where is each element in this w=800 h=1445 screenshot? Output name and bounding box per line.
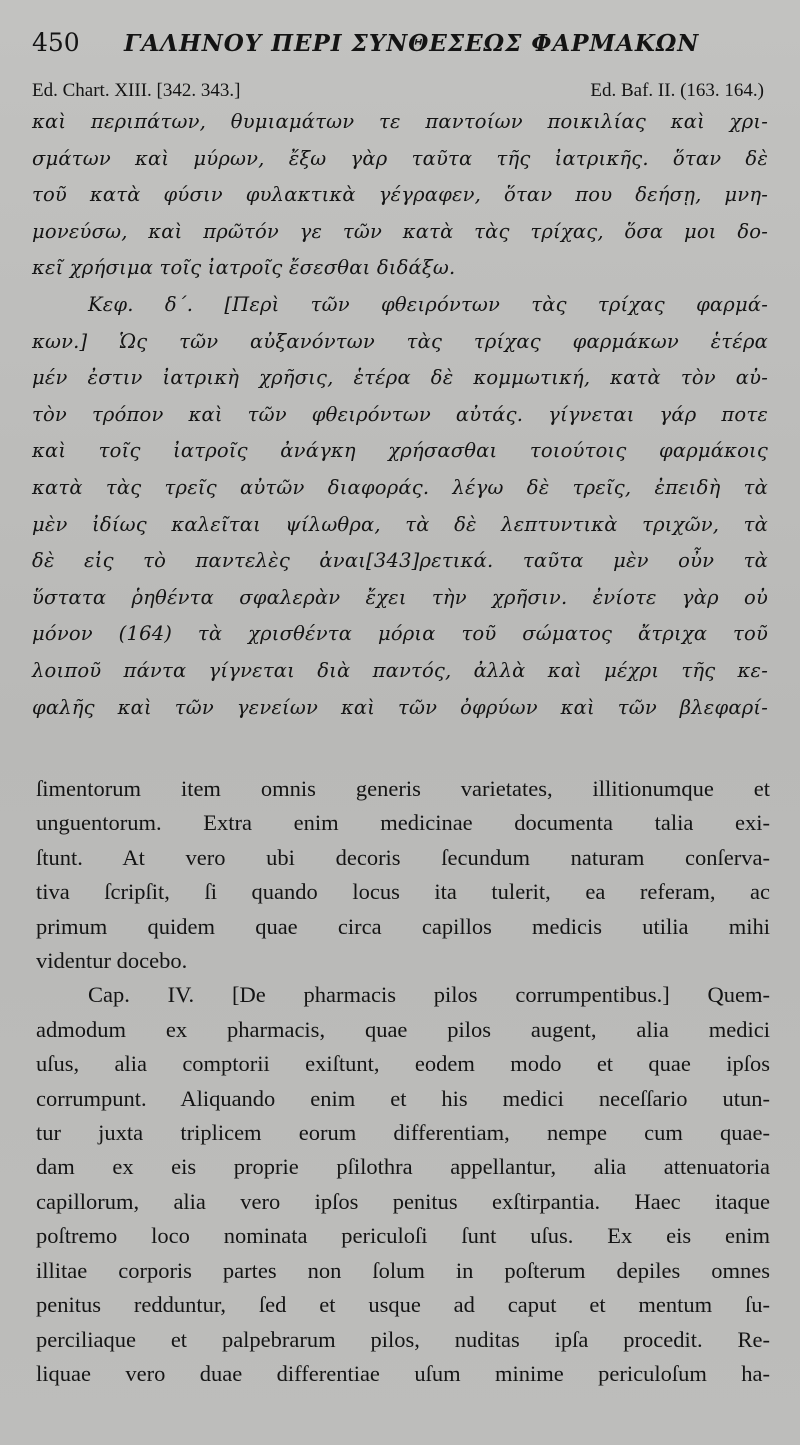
greek-line: μὲν ἰδίως καλεῖται ψίλωθρα, τὰ δὲ λεπτυντικὰ τριχῶν, τὰ bbox=[32, 512, 768, 536]
greek-line: μόνον (164) τὰ χρισθέντα μόρια τοῦ σώματος ἄτριχα τοῦ bbox=[32, 622, 768, 646]
greek-line: τὸν τρόπον καὶ τῶν φθειρόντων αὐτάς. γίγνεται γάρ ποτε bbox=[32, 402, 768, 426]
edition-line bbox=[32, 80, 764, 102]
latin-line: poſtremo loco nominata periculoſi ſunt uſus. Ex eis enim bbox=[36, 1223, 770, 1249]
latin-line: illitae corporis partes non ſolum in poſterum depiles omnes bbox=[36, 1257, 770, 1283]
latin-line: liquae vero duae differentiae uſum minime periculoſum ha- bbox=[36, 1360, 770, 1386]
greek-line: κατὰ τὰς τρεῖς αὐτῶν διαφοράς. λέγω δὲ τρεῖς, ἐπειδὴ τὰ bbox=[32, 475, 768, 499]
greek-text-block bbox=[32, 104, 768, 726]
greek-line: κων.] Ὡς τῶν αὐξανόντων τὰς τρίχας φαρμάκων ἑτέρα bbox=[32, 329, 768, 353]
latin-text-block bbox=[36, 772, 770, 1391]
latin-line: admodum ex pharmacis, quae pilos augent, alia medici bbox=[36, 1016, 770, 1042]
greek-line: μέν ἐστιν ἰατρικὴ χρῆσις, ἑτέρα δὲ κομμωτική, κατὰ τὸν αὐ- bbox=[32, 366, 768, 390]
latin-chapter-heading: Cap. IV. [De pharmacis pilos corrumpentibus.] Quem- bbox=[88, 982, 770, 1008]
latin-line: ſimentorum item omnis generis varietates, illitionumque et bbox=[36, 776, 770, 801]
latin-line: tur juxta triplicem eorum differentiam, nempe cum quae- bbox=[36, 1120, 770, 1146]
latin-line: dam ex eis proprie pſilothra appellantur, alia attenuatoria bbox=[36, 1154, 770, 1180]
greek-line: τοῦ κατὰ φύσιν φυλακτικὰ γέγραφεν, ὅταν που δεήσῃ, μνη- bbox=[32, 183, 768, 207]
latin-line: corrumpunt. Aliquando enim et his medici neceſſario utun- bbox=[36, 1085, 770, 1111]
greek-line: λοιποῦ πάντα γίγνεται διὰ παντός, ἀλλὰ καὶ μέχρι τῆς κε- bbox=[32, 658, 768, 682]
latin-line: unguentorum. Extra enim medicinae documenta talia exi- bbox=[36, 810, 770, 836]
greek-line: καὶ περιπάτων, θυμιαμάτων τε παντοίων ποικιλίας καὶ χρι- bbox=[32, 110, 768, 133]
latin-line: primum quidem quae circa capillos medicis utilia mihi bbox=[36, 913, 770, 939]
running-title: ΓΑΛΗΝΟΥ ΠΕΡΙ ΣΥΝΘΕΣΕΩΣ ΦΑΡΜΑΚΩΝ bbox=[124, 30, 700, 57]
latin-line: videntur docebo. bbox=[36, 948, 188, 974]
greek-line: δὲ εἰς τὸ παντελὲς ἀναι[343]ρετικά. ταῦτα μὲν οὖν τὰ bbox=[32, 549, 768, 573]
page-number: 450 bbox=[32, 28, 80, 57]
latin-line: uſus, alia comptorii exiſtunt, eodem modo et quae ipſos bbox=[36, 1051, 770, 1077]
greek-chapter-heading: Κεφ. δ΄. [Περὶ τῶν φθειρόντων τὰς τρίχας φαρμά- bbox=[88, 292, 768, 316]
greek-line: σμάτων καὶ μύρων, ἔξω γὰρ ταῦτα τῆς ἰατρικῆς. ὅταν δὲ bbox=[32, 146, 768, 170]
edition-chartier: Ed. Chart. XIII. [342. 343.] bbox=[32, 80, 241, 101]
page-header bbox=[32, 28, 770, 57]
greek-line: φαλῆς καὶ τῶν γενείων καὶ τῶν ὀφρύων καὶ τῶν βλεφαρί- bbox=[32, 695, 768, 719]
greek-line: καὶ τοῖς ἰατροῖς ἀνάγκη χρήσασθαι τοιούτοις φαρμάκοις bbox=[32, 439, 768, 463]
greek-line: κεῖ χρήσιμα τοῖς ἰατροῖς ἔσεσθαι διδάξω. bbox=[32, 256, 456, 280]
greek-line: ὕστατα ῥηθέντα σφαλερὰν ἔχει τὴν χρῆσιν. ἐνίοτε γὰρ οὐ bbox=[32, 585, 768, 609]
latin-line: perciliaque et palpebrarum pilos, nuditas ipſa procedit. Re- bbox=[36, 1326, 770, 1352]
latin-line: penitus redduntur, ſed et usque ad caput et mentum ſu- bbox=[36, 1292, 770, 1318]
latin-line: tiva ſcripſit, ſi quando locus ita tulerit, ea referam, ac bbox=[36, 879, 770, 905]
latin-line: ſtunt. At vero ubi decoris ſecundum naturam conſerva- bbox=[36, 844, 770, 870]
edition-basel: Ed. Baf. II. (163. 164.) bbox=[590, 80, 764, 101]
greek-line: μονεύσω, καὶ πρῶτόν γε τῶν κατὰ τὰς τρίχας, ὅσα μοι δο- bbox=[32, 219, 768, 243]
latin-line: capillorum, alia vero ipſos penitus exſtirpantia. Haec itaque bbox=[36, 1188, 770, 1214]
